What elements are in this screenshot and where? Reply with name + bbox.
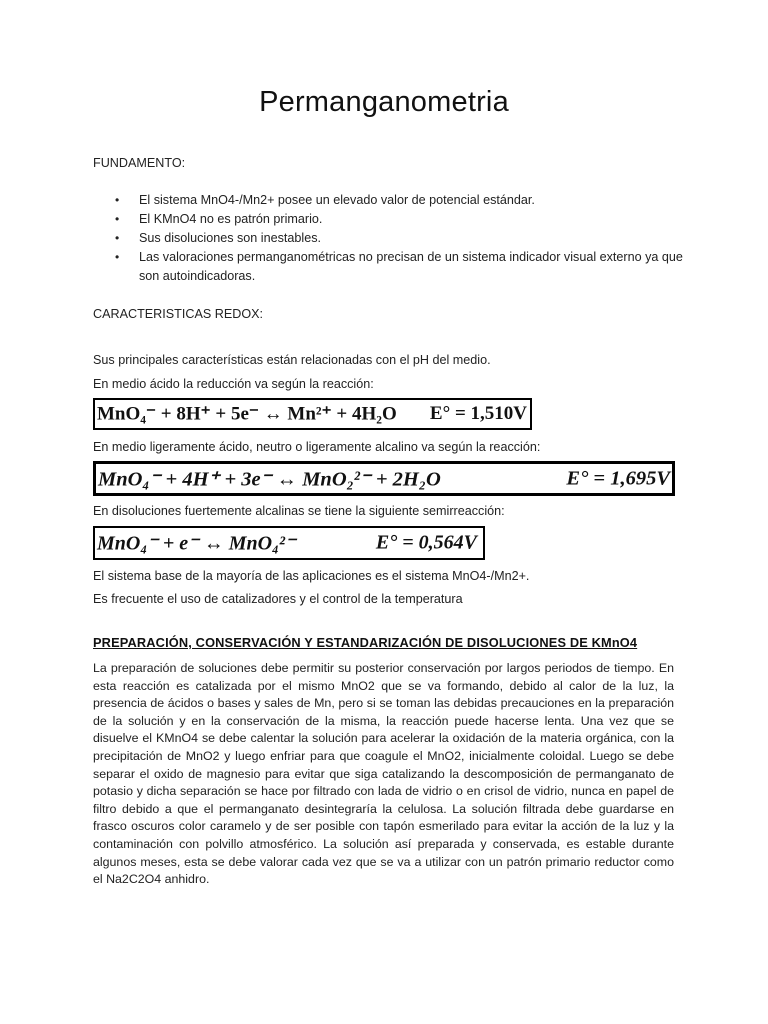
list-item: • Las valoraciones permanganométricas no precisan de un sistema indicador visual externo ya que son autoindicadoras. [93, 248, 683, 286]
equation-alkaline-box [93, 526, 485, 560]
redox-label: CARACTERISTICAS REDOX: [93, 307, 264, 321]
equation-neutral-box [93, 461, 675, 496]
alcalinas-text: En disoluciones fuertemente alcalinas se tiene la siguiente semirreacción: [93, 504, 505, 518]
equation-acid-reaction: MnO₄⁻ + 8H⁺ + 5e⁻ ↔ Mn²⁺ + 4H₂O [97, 403, 397, 425]
principales-text: Sus principales características están relacionadas con el pH del medio. [93, 353, 491, 367]
catalizadores-text: Es frecuente el uso de catalizadores y el control de la temperatura [93, 592, 463, 606]
sistema-base-text: El sistema base de la mayoría de las aplicaciones es el sistema MnO4-/Mn2+. [93, 569, 530, 583]
fundamento-list [93, 191, 683, 286]
equation-alkaline-potential: E° = 0,564V [375, 531, 477, 554]
equation-alkaline-reaction: MnO₄⁻ + e⁻ ↔ MnO₄²⁻ [97, 532, 296, 555]
page-title: Permanganometria [259, 86, 509, 118]
acido-text: En medio ácido la reducción va según la reacción: [93, 377, 374, 391]
list-item: • El sistema MnO4-/Mn2+ posee un elevado valor de potencial estándar. [93, 191, 683, 210]
equation-neutral-reaction: MnO₄⁻ + 4H⁺ + 3e⁻ ↔ MnO₂²⁻ + 2H₂O [98, 468, 441, 490]
fundamento-label: FUNDAMENTO: [93, 156, 186, 170]
list-item: • El KMnO4 no es patrón primario. [93, 210, 683, 229]
body-paragraph: La preparación de soluciones debe permitir su posterior conservación por largos periodos de tiempo. En esta reacción es catalizada por el mismo MnO2 que se va formando, debido al calor de la luz, la presencia de ácidos o bases y sales de Mn, pero si se toman las debidas precauciones en la preparación de la solución y en la conservación de la misma, la reacción puede hacerse lenta. Una vez que se disuelve el KMnO4 se debe calentar la solución para acelerar la oxidación de la materia orgánica, con la precipitación de MnO2 y luego enfriar para que coagule el MnO2, inicialmente coloidal. Luego se debe separar el oxido de magnesio para evitar que siga catalizando la descomposición de permanganato de potasio y dicha separación se hace por filtrado con lada de vidrio o en crisol de vidrio, nunca en papel de filtro debido a que el permanganato desintegraría la celulosa. La solución filtrada debe guardarse en frasco oscuros color caramelo y de ser posible con tapón esmerilado para evitar la acción de la luz y la contaminación con polvillo atmosférico. La solución así preparada y conservada, es estable durante algunos meses, esta se debe valorar cada vez que se va a utilizar con un patrón primario reductor como el Na2C2O4 anhidro. [93, 661, 674, 887]
ligeramente-text: En medio ligeramente ácido, neutro o ligeramente alcalino va según la reacción: [93, 440, 541, 454]
equation-acid-box [93, 398, 532, 430]
equation-neutral-potential: E° = 1,695V [566, 467, 670, 489]
section-heading: PREPARACIÓN, CONSERVACIÓN Y ESTANDARIZACIÓN DE DISOLUCIONES DE KMnO4 [93, 635, 638, 650]
equation-acid-potential: E° = 1,510V [429, 403, 527, 424]
list-item: • Sus disoluciones son inestables. [93, 229, 683, 248]
